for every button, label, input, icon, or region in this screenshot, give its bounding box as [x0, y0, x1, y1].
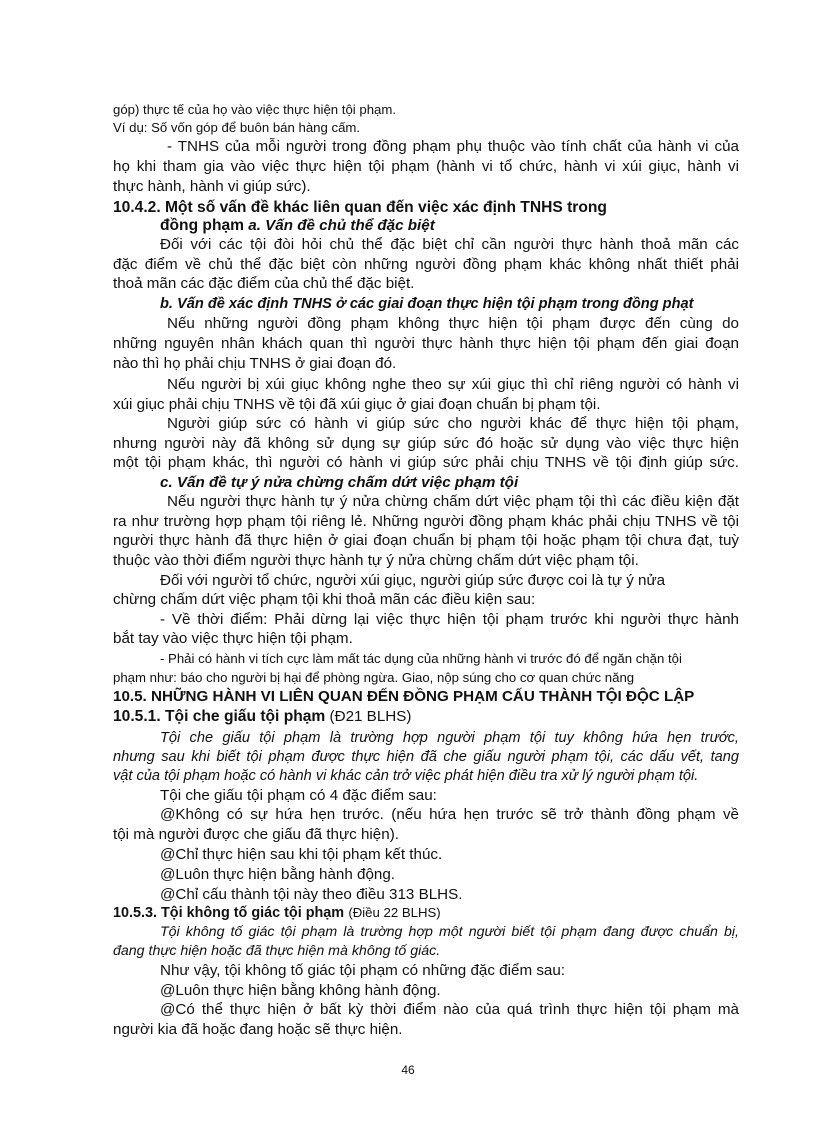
heading-text: đồng phạm — [160, 217, 245, 234]
text-line: góp) thực tế của họ vào việc thực hiện tội phạm. — [113, 102, 397, 117]
text-line: Nếu người thực hành tự ý nửa chừng chấm dứt việc phạm tội thì các điều kiện đặt — [167, 493, 739, 510]
heading-reference: (Điều 22 BLHS) — [348, 905, 441, 920]
definition-line: Tội che giấu tội phạm là trường hợp người phạm tội tuy không hứa hẹn trước, — [160, 730, 739, 746]
text-line: một tội phạm khác, thì người có hành vi giúp sức phải chịu TNHS về tội định giúp sức. — [113, 454, 739, 471]
heading-text: 10.5.1. Tội che giấu tội phạm — [113, 708, 326, 725]
text-line: - Về thời điểm: Phải dừng lại việc thực hiện tội phạm trước khi người thực hành — [160, 611, 739, 628]
list-item: @Chỉ cấu thành tội này theo điều 313 BLHS. — [160, 886, 463, 903]
text-line: bắt tay vào việc thực hiện tội phạm. — [113, 630, 353, 647]
text-line: ra như trường hợp phạm tội riêng lẻ. Những người đồng phạm khác phải chịu TNHS về tội — [113, 513, 739, 530]
text-line: Nếu người bị xúi giục không nghe theo sự xúi giục thì chỉ riêng người có hành vi — [167, 376, 739, 393]
definition-line: nhưng sau khi biết tội phạm được thực hiện đã che giấu người phạm tội, các dấu vết, tang — [113, 749, 739, 765]
list-item: @Luôn thực hiện bằng hành động. — [160, 866, 396, 883]
text-line: - Phải có hành vi tích cực làm mất tác dụng của những hành vi trước đó để ngăn chặn tội — [160, 651, 682, 666]
definition-line: vật của tội phạm hoặc có hành vi khác cản trở việc phát hiện điều tra xử lý người phạm tội. — [113, 768, 699, 784]
text-line: Đối với người tổ chức, người xúi giục, người giúp sức được coi là tự ý nửa — [160, 572, 666, 589]
text-line: Như vậy, tội không tố giác tội phạm có những đặc điểm sau: — [160, 962, 566, 979]
text-line: - TNHS của mỗi người trong đồng phạm phụ thuộc vào tính chất của hành vi của — [167, 138, 739, 155]
text-line: nhưng người này đã không sử dụng sự giúp sức đó hoặc sử dụng vào việc thực hiện — [113, 435, 739, 452]
heading-text: 10.5.3. Tội không tố giác tội phạm — [113, 905, 345, 921]
text-line: Nếu những người đồng phạm không thực hiện tội phạm được đến cùng do — [167, 315, 739, 332]
section-heading-continued — [160, 217, 786, 235]
list-item: @Không có sự hứa hẹn trước. (nếu hứa hẹn trước sẽ trở thành đồng phạm về — [160, 806, 739, 823]
section-heading — [113, 708, 739, 726]
section-heading: 10.4.2. Một số vấn đề khác liên quan đến việc xác định TNHS trong — [113, 199, 607, 216]
subheading: b. Vấn đề xác định TNHS ở các giai đoạn thực hiện tội phạm trong đồng phạt — [160, 296, 694, 312]
text-line: họ khi tham gia vào việc thực hiện tội phạm (hành vi tổ chức, hành vi xúi giục, hành vi — [113, 158, 739, 175]
text-line: người kia đã hoặc đang hoặc sẽ thực hiện. — [113, 1021, 403, 1038]
text-line: đặc điểm về chủ thể đặc biệt còn những người đồng phạm khác không nhất thiết phải — [113, 256, 739, 273]
text-line: nào thì họ phải chịu TNHS ở giai đoạn đó. — [113, 355, 397, 372]
text-line: tội mà người được che giấu đã thực hiện). — [113, 826, 399, 843]
text-line: chừng chấm dứt việc phạm tội khi thoả mãn các điều kiện sau: — [113, 591, 536, 608]
subheading: c. Vấn đề tự ý nửa chừng chấm dứt việc phạm tội — [160, 474, 519, 491]
text-line: Người giúp sức có hành vi giúp sức cho người khác để thực hiện tội phạm, — [167, 415, 739, 432]
text-line: phạm như: báo cho người bị hại để phòng ngừa. Giao, nộp súng cho cơ quan chức năng — [113, 670, 635, 685]
definition-line: Tội không tố giác tội phạm là trường hợp một người biết tội phạm đang được chuẩn bị, — [160, 924, 739, 940]
text-line: thoả mãn các đặc điểm của chủ thể đặc biệt. — [113, 275, 415, 292]
subheading: a. Vấn đề chủ thể đặc biệt — [248, 217, 435, 234]
text-line: Ví dụ: Số vốn góp để buôn bán hàng cấm. — [113, 120, 361, 135]
text-line: Tội che giấu tội phạm có 4 đặc điểm sau: — [160, 787, 437, 804]
section-heading — [113, 904, 739, 922]
page-number: 46 — [401, 1063, 415, 1077]
text-line: những nguyên nhân khách quan thì người thực hành thực hiện tội phạm đến giai đoạn — [113, 335, 739, 352]
text-line: Đối với các tội đòi hỏi chủ thể đặc biệt chỉ cần người thực hành thoả mãn các — [160, 236, 739, 253]
text-line: người thực hành đã thực hiện ở giai đoạn chuẩn bị phạm tội hoặc phạm tội chưa đạt, tuỳ — [113, 532, 739, 549]
heading-reference: (Đ21 BLHS) — [329, 708, 412, 725]
section-heading: 10.5. NHỮNG HÀNH VI LIÊN QUAN ĐẾN ĐỒNG PHẠM CẤU THÀNH TỘI ĐỘC LẬP — [113, 688, 695, 705]
list-item: @Có thể thực hiện ở bất kỳ thời điểm nào của quá trình thực hiện tội phạm mà — [160, 1001, 739, 1018]
text-line: thuộc vào thời điểm người thực hành tự ý nửa chừng chấm dứt việc phạm tội. — [113, 552, 639, 569]
definition-line: đang thực hiện hoặc đã thực hiện mà không tố giác. — [113, 943, 441, 959]
list-item: @Chỉ thực hiện sau khi tội phạm kết thúc. — [160, 846, 443, 863]
text-line: xúi giục phải chịu TNHS về tội đã xúi giục ở giai đoạn chuẩn bị phạm tội. — [113, 396, 601, 413]
text-line: thực hành, hành vi giúp sức). — [113, 178, 311, 195]
list-item: @Luôn thực hiện bằng không hành động. — [160, 982, 441, 999]
